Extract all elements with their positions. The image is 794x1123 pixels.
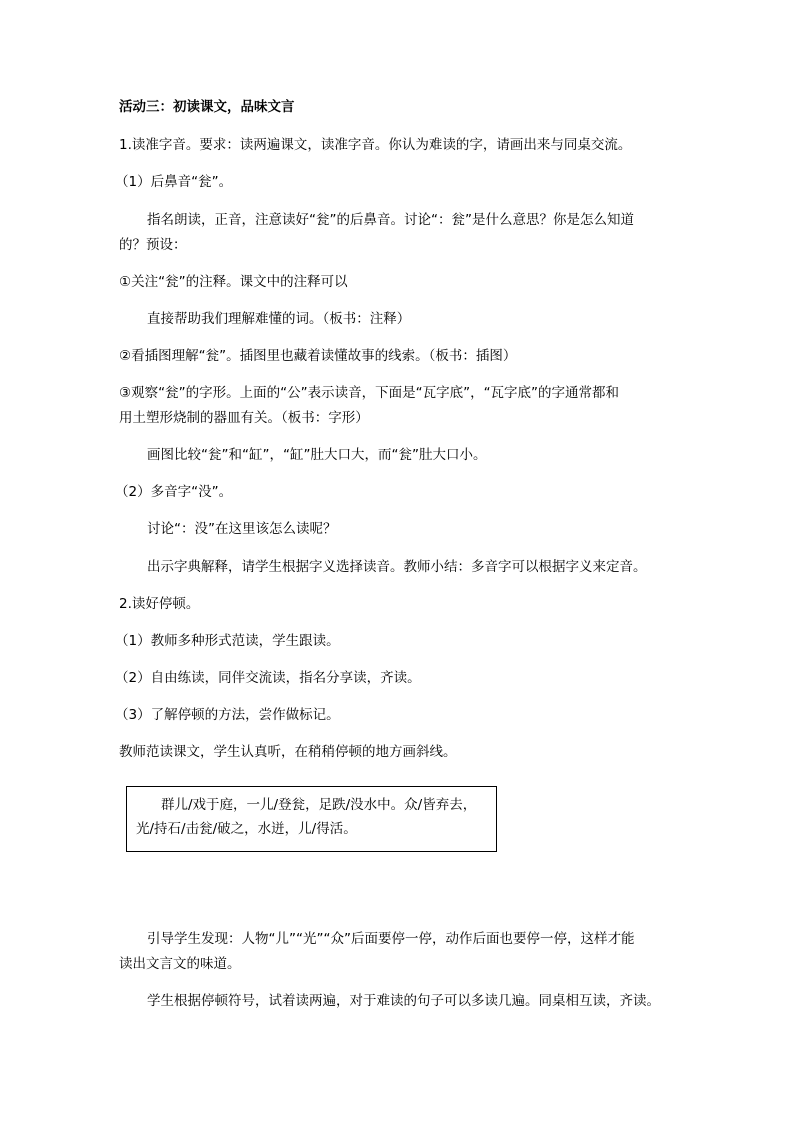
paragraph: （1）后鼻音“瓮”。 <box>115 174 233 190</box>
text-box <box>126 786 497 852</box>
paragraph: 1.读准字音。要求：读两遍课文，读准字音。你认为难读的字，请画出来与同桌交流。 <box>119 137 632 153</box>
paragraph: ③观察“瓮”的字形。上面的“公”表示读音，下面是“瓦字底”，“瓦字底”的字通常都和 <box>119 385 620 401</box>
paragraph: 读出文言文的味道。 <box>119 956 241 972</box>
box-line: 群儿/戏于庭，一儿/登瓮，足跌/没水中。众/皆弃去， <box>161 797 477 813</box>
paragraph: （3）了解停顿的方法，尝作做标记。 <box>115 707 340 723</box>
paragraph: （1）教师多种形式范读，学生跟读。 <box>115 633 340 649</box>
paragraph: （2）自由练读，同伴交流读，指名分享读，齐读。 <box>115 670 421 686</box>
paragraph: ②看插图理解“瓮”。插图里也藏着读懂故事的线索。（板书：插图） <box>119 348 517 364</box>
paragraph: 学生根据停顿符号，试着读两遍，对于难读的句子可以多读几遍。同桌相互读，齐读。 <box>147 993 660 1009</box>
box-line: 光/持石/击瓮/破之，水迸，儿/得活。 <box>136 821 357 837</box>
paragraph: 2.读好停顿。 <box>119 596 200 612</box>
section-heading: 活动三：初读课文，品味文言 <box>119 99 295 115</box>
paragraph: 出示字典解释，请学生根据字义选择读音。教师小结：多音字可以根据字义来定音。 <box>147 559 647 575</box>
paragraph: 画图比较“瓮”和“缸”，“缸”肚大口大，而“瓮”肚大口小。 <box>147 447 487 463</box>
paragraph: 的？预设： <box>119 237 187 253</box>
paragraph: 指名朗读，正音，注意读好“瓮”的后鼻音。讨论“：瓮”是什么意思？你是怎么知道 <box>147 212 634 228</box>
paragraph: 教师范读课文，学生认真听，在稍稍停顿的地方画斜线。 <box>119 744 457 760</box>
paragraph: （2）多音字“没”。 <box>115 484 233 500</box>
paragraph: 用土塑形烧制的器皿有关。（板书：字形） <box>119 410 369 426</box>
paragraph: 引导学生发现：人物“儿”“光”“众”后面要停一停，动作后面也要停一停，这样才能 <box>147 931 635 947</box>
paragraph: 讨论“：没”在这里该怎么读呢？ <box>147 521 337 537</box>
paragraph: ①关注“瓮”的注释。课文中的注释可以 <box>119 274 348 290</box>
paragraph: 直接帮助我们理解难懂的词。（板书：注释） <box>147 311 411 327</box>
